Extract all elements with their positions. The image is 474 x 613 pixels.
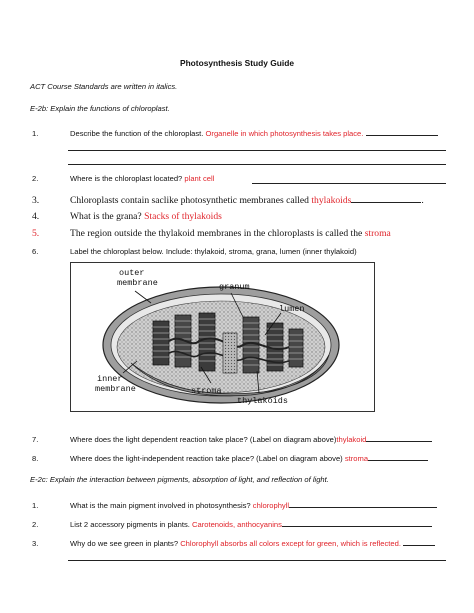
question-text: Why do we see green in plants? [70,539,179,548]
question-number: 3. [32,195,40,206]
question-text: Where is the chloroplast located? [70,174,183,183]
answer-text: Chlorophyll absorbs all colors except for green, which is reflected. [180,539,401,548]
answer-blank[interactable] [289,499,437,508]
answer-text: stroma [364,228,391,239]
question-text: Where does the light-independent reaction take place? (Label on diagram above) [70,454,343,463]
page-title: Photosynthesis Study Guide [179,58,294,68]
question-7 [30,433,432,444]
question-6 [30,247,357,256]
standards-note: ACT Course Standards are written in italics. [30,82,178,91]
question-number: 1. [32,501,39,510]
question-2 [30,174,214,183]
label-inner: inner [97,374,123,384]
answer-blank[interactable] [403,537,435,546]
question-text: Chloroplasts contain saclike photosynthetic membranes called [70,195,309,206]
label-granum: granum [219,282,250,292]
pigment-question-2 [30,518,432,529]
section-heading-e2b: E-2b: Explain the functions of chloroplast. [30,104,170,113]
label-outer: outer [119,268,145,278]
answer-line[interactable] [68,560,446,561]
answer-text: plant cell [184,174,215,183]
answer-text: Stacks of thylakoids [144,211,222,222]
question-number: 2. [32,174,39,183]
answer-text: thylakoid [336,435,367,444]
answer-text: Organelle in which photosynthesis takes place. [205,129,364,138]
answer-text: thylakoids [311,195,352,206]
question-number: 6. [32,247,39,256]
answer-line[interactable] [68,164,446,165]
answer-blank[interactable] [366,433,432,442]
question-text: Where does the light dependent reaction take place? (Label on diagram above) [70,435,337,444]
question-suffix: . [421,195,424,206]
question-3 [30,194,424,206]
question-number: 2. [32,520,39,529]
question-number: 7. [32,435,39,444]
question-text: What is the main pigment involved in photosynthesis? [70,501,251,510]
question-number: 8. [32,454,39,463]
label-inner-membrane: membrane [95,384,136,394]
answer-blank[interactable] [366,127,438,136]
pigment-question-1 [30,499,437,510]
answer-text: stroma [344,454,369,463]
question-number: 3. [32,539,39,548]
question-1 [30,127,438,138]
label-thylakoids: thylakoids [237,396,289,406]
answer-blank[interactable] [282,518,432,527]
chloroplast-illustration [71,263,374,411]
section-heading-e2c: E-2c: Explain the interaction between pigments, absorption of light, and reflection of light. [30,475,329,484]
answer-line[interactable] [68,150,446,151]
question-text: Label the chloroplast below. Include: thylakoid, stroma, grana, lumen (inner thylakoid) [70,247,357,256]
question-8 [30,452,428,463]
answer-text: chlorophyll [252,501,290,510]
question-text: What is the grana? [70,211,142,222]
answer-blank[interactable] [351,194,421,203]
answer-line[interactable] [252,183,446,184]
question-5 [30,228,391,239]
question-number: 5. [32,228,40,239]
chloroplast-diagram [70,262,375,412]
question-number: 1. [32,129,39,138]
question-4 [30,211,222,222]
question-text: List 2 accessory pigments in plants. [70,520,190,529]
label-lumen: lumen [279,304,305,314]
lumen-region [223,333,237,373]
label-outer-membrane: membrane [117,278,158,288]
answer-text: Carotenoids, anthocyanins [192,520,282,529]
question-number: 4. [32,211,40,222]
label-stroma: stroma [191,386,222,396]
question-text: The region outside the thylakoid membranes in the chloroplasts is called the [70,228,363,239]
pigment-question-3 [30,537,435,548]
answer-blank[interactable] [368,452,428,461]
question-text: Describe the function of the chloroplast. [70,129,204,138]
